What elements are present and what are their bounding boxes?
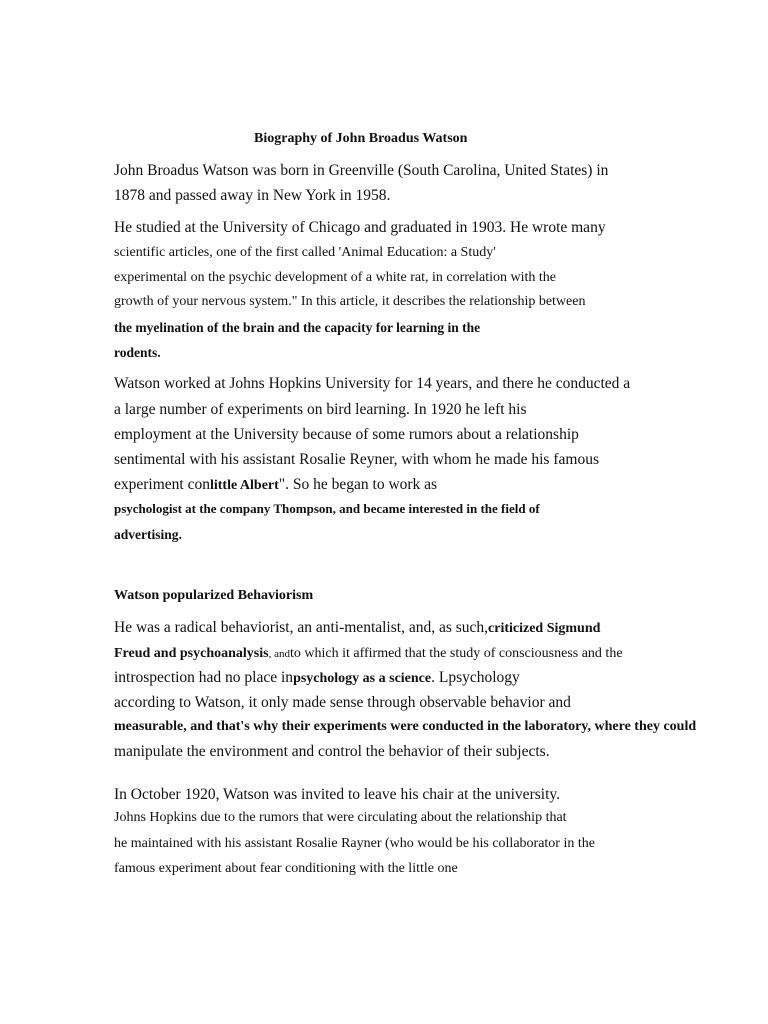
section-heading: Watson popularized Behaviorism: [114, 588, 314, 603]
p4-line-1-b: criticized Sigmund: [488, 621, 601, 636]
p4-line-1: [114, 620, 600, 636]
p4-line-2-a: Freud and psychoanalysis: [114, 646, 269, 661]
p4-line-2-c: to which it affirmed that the study of consciousness and the: [289, 646, 623, 661]
p2-line-5: the myelination of the brain and the capacity for learning in the: [114, 320, 481, 335]
p5-line-2: Johns Hopkins due to the rumors that were circulating about the relationship that: [114, 810, 567, 825]
p4-line-3-b: psychology as a science: [293, 671, 432, 686]
p3-line-2: a large number of experiments on bird learning. In 1920 he left his: [114, 401, 527, 418]
document-title: Biography of John Broadus Watson: [254, 131, 468, 146]
p1-line-1: John Broadus Watson was born in Greenville (South Carolina, United States) in: [114, 162, 609, 179]
p4-line-2: [114, 645, 623, 661]
p3-line-5: [114, 477, 437, 493]
p1-line-2: 1878 and passed away in New York in 1958.: [114, 187, 391, 204]
p3-line-4: sentimental with his assistant Rosalie Reyner, with whom he made his famous: [114, 451, 599, 468]
p2-line-4: growth of your nervous system." In this article, it describes the relationship between: [114, 294, 586, 309]
p4-line-3-c: . Lpsychology: [431, 669, 520, 686]
p3-line-1: Watson worked at Johns Hopkins University for 14 years, and there he conducted a: [114, 375, 631, 392]
p2-line-1: He studied at the University of Chicago and graduated in 1903. He wrote many: [114, 219, 606, 236]
p3-line-5-c: ". So he began to work as: [278, 476, 438, 493]
p4-line-3: [114, 670, 520, 686]
p5-line-4: famous experiment about fear conditioning with the little one: [114, 861, 458, 876]
p5-line-3: he maintained with his assistant Rosalie Rayner (who would be his collaborator in the: [114, 836, 595, 851]
p4-line-6: manipulate the environment and control the behavior of their subjects.: [114, 743, 550, 760]
p3-line-5-b: little Albert: [209, 478, 279, 493]
p4-line-1-a: He was a radical behaviorist, an anti-mentalist, and, as such,: [114, 619, 489, 636]
p5-line-1: In October 1920, Watson was invited to leave his chair at the university.: [114, 786, 560, 803]
p2-line-6: rodents.: [114, 345, 161, 360]
p3-line-5-a: experiment con: [114, 476, 210, 493]
p2-line-2: scientific articles, one of the first called 'Animal Education: a Study': [114, 245, 496, 260]
p4-line-5: measurable, and that's why their experiments were conducted in the laboratory, where they could: [114, 719, 697, 734]
p2-line-3: experimental on the psychic development of a white rat, in correlation with the: [114, 270, 557, 285]
p3-line-3: employment at the University because of some rumors about a relationship: [114, 426, 579, 443]
p3-line-6: psychologist at the company Thompson, and became interested in the field of: [114, 501, 540, 516]
p4-line-2-b: , and: [268, 648, 290, 660]
p4-line-4: according to Watson, it only made sense through observable behavior and: [114, 694, 571, 711]
p4-line-3-a: introspection had no place in: [114, 669, 294, 686]
p3-line-7: advertising.: [114, 527, 182, 542]
